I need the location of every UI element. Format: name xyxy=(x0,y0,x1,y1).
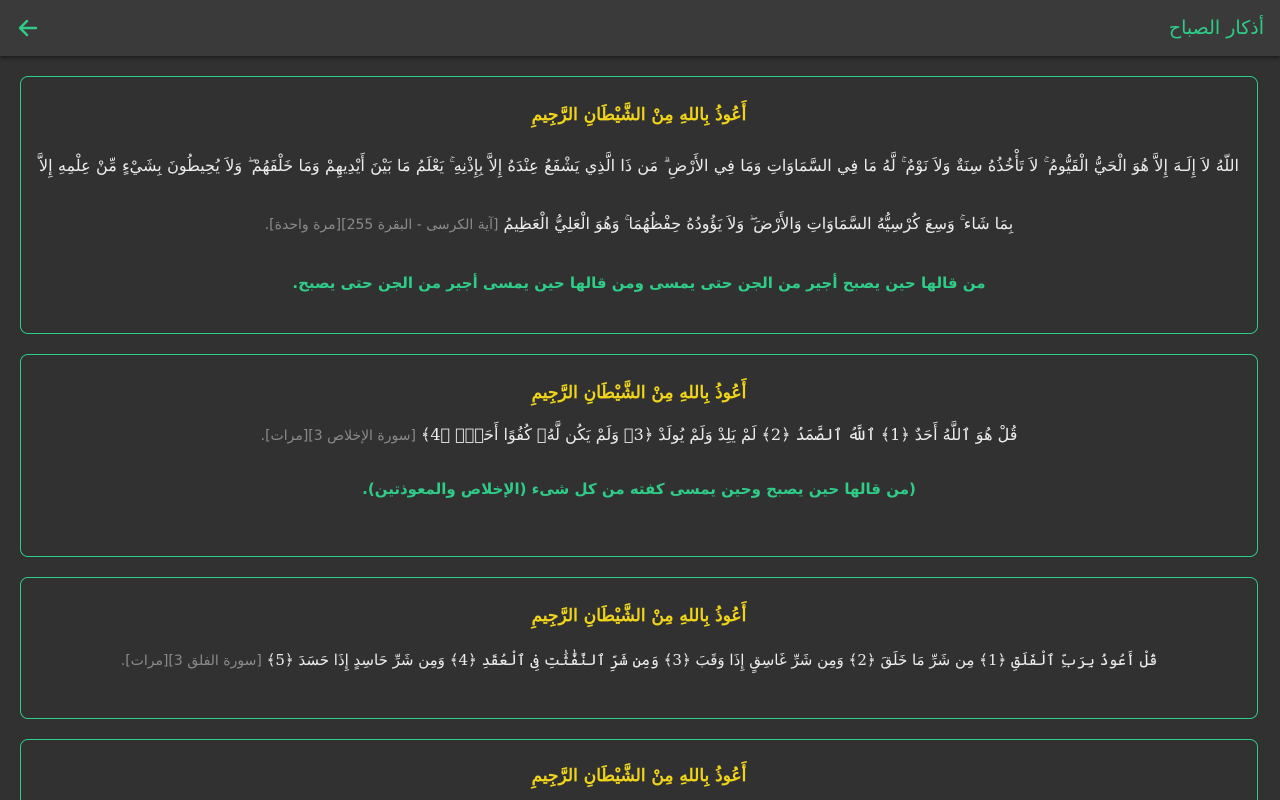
isti-adha-heading: أَعُوذُ بِاللهِ مِنْ الشَّيْطَانِ الرَّجِيمِ xyxy=(531,105,747,125)
isti-adha-heading: أَعُوذُ بِاللهِ مِنْ الشَّيْطَانِ الرَّجِيمِ xyxy=(531,606,747,626)
zikr-source: [آية الكرسى - البقرة 255][مرة واحدة]. xyxy=(264,217,499,233)
zikr-virtue: (من قالها حين يصبح وحين يمسى كفته من كل شىء (الإخلاص والمعوذتين). xyxy=(362,480,916,498)
zikr-verse: قُلْ هُوَ ٱللَّهُ أَحَدٌ ﴿1﴾ ٱللَّهُ ٱلصَّمَدُ ﴿2﴾ لَمْ يَلِدْ وَلَمْ يُولَدْ ﴿3﴾ وَلَمْ يَكُن لَّهُۥ كُفُوًا أَحَدٌۢ ﴿4﴾ xyxy=(421,425,1018,444)
app-bar xyxy=(0,0,1280,56)
zikr-text xyxy=(21,415,1257,456)
zikr-text xyxy=(21,640,1257,681)
zikr-card[interactable] xyxy=(20,739,1258,800)
isti-adha-heading: أَعُوذُ بِاللهِ مِنْ الشَّيْطَانِ الرَّجِيمِ xyxy=(531,766,747,786)
zikr-verse: اللّهُ لاَ إِلَـهَ إِلاَّ هُوَ الْحَيُّ الْقَيُّومُ ۚ لاَ تَأْخُذُهُ سِنَةٌ وَلاَ نَوْمٌ ۚ لَّهُ مَا فِي السَّمَاوَاتِ وَمَا فِي الأَرْضِ ۗ مَن ذَا الَّذِي يَشْفَعُ عِنْدَهُ إِلاَّ بِإِذْنِهِ ۚ يَعْلَمُ مَا بَيْنَ أَيْدِيهِمْ وَمَا خَلْفَهُمْ ۖ وَلاَ يُحِيطُونَ بِشَيْءٍ مِّنْ عِلْمِهِ إِلاَّ بِمَا شَاء ۚ وَسِعَ كُرْسِيُّهُ السَّمَاوَاتِ وَالأَرْضَ ۖ وَلاَ يَؤُودُهُ حِفْظُهُمَا ۚ وَهُوَ الْعَلِيُّ الْعَظِيمُ xyxy=(39,156,1239,233)
zikr-source: [سورة الفلق 3][مرات]. xyxy=(120,653,262,669)
back-button[interactable] xyxy=(8,8,48,48)
zikr-source: [سورة الإخلاص 3][مرات]. xyxy=(260,428,416,444)
zikr-card[interactable] xyxy=(20,76,1258,334)
zikr-card[interactable] xyxy=(20,577,1258,719)
zikr-text xyxy=(21,137,1257,254)
page-title: أذكار الصباح xyxy=(1168,17,1264,39)
arrow-back-icon xyxy=(18,18,38,38)
zikr-card[interactable] xyxy=(20,354,1258,557)
zikr-virtue: من قالها حين يصبح أجير من الجن حتى يمسى ومن قالها حين يمسى أجير من الجن حتى يصبح. xyxy=(292,274,986,292)
azkar-list[interactable] xyxy=(0,56,1280,800)
zikr-verse: قُلْ أَعُوذُ بِرَبِّ ٱلْفَلَقِ ﴿1﴾ مِن شَرِّ مَا خَلَقَ ﴿2﴾ وَمِن شَرِّ غَاسِقٍ إِذَا وَقَبَ ﴿3﴾ وَمِن شَرِّ ٱلنَّفَّٰثَٰتِ فِى ٱلْعُقَدِ ﴿4﴾ وَمِن شَرِّ حَاسِدٍ إِذَا حَسَدَ ﴿5﴾ xyxy=(266,651,1158,669)
isti-adha-heading: أَعُوذُ بِاللهِ مِنْ الشَّيْطَانِ الرَّجِيمِ xyxy=(531,383,747,403)
